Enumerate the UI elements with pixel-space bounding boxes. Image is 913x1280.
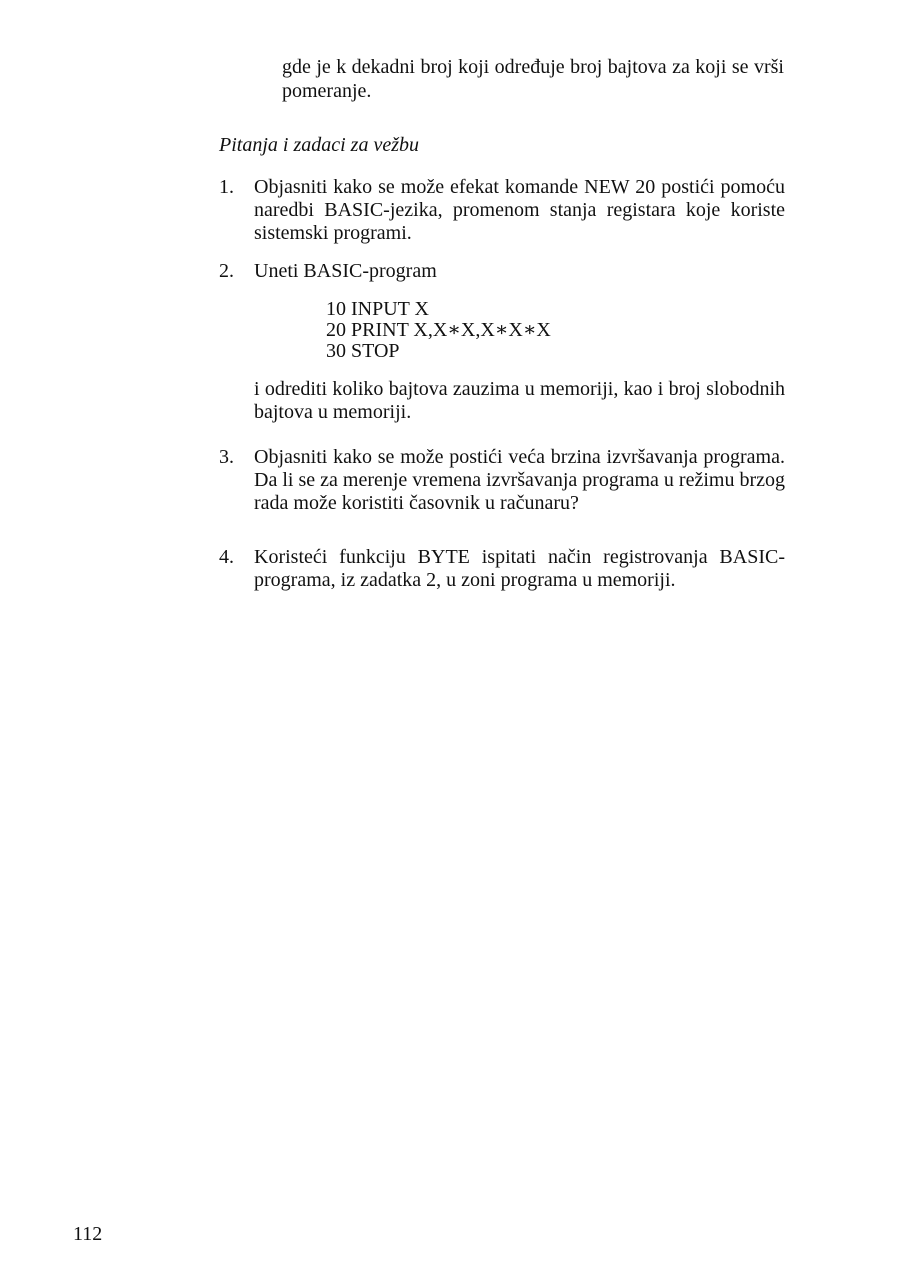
- exercise-text: Uneti BASIC-program: [254, 260, 437, 282]
- exercise-text: Objasniti kako se može efekat komande NEW 20 postići pomoću naredbi BASIC-jezika, promenom stanja registara koje koriste sistemski programi.: [254, 176, 785, 244]
- exercise-number: 3.: [219, 446, 234, 468]
- intro-paragraph: gde je k dekadni broj koji određuje broj bajtova za koji se vrši pomeranje.: [282, 56, 784, 102]
- code-line: 20 PRINT X,X∗X,X∗X∗X: [326, 319, 551, 341]
- page-number: 112: [73, 1223, 103, 1245]
- exercise-item: [219, 446, 785, 515]
- exercise-body: [254, 260, 785, 424]
- exercise-item: [219, 546, 785, 592]
- code-listing: [326, 299, 785, 362]
- exercise-number: 4.: [219, 546, 234, 568]
- exercise-number: 2.: [219, 260, 234, 282]
- exercise-item: [219, 176, 785, 245]
- section-title: Pitanja i zadaci za vežbu: [219, 134, 419, 156]
- code-line: 30 STOP: [326, 340, 400, 362]
- exercise-number: 1.: [219, 176, 234, 198]
- exercise-text: Objasniti kako se može postići veća brzina izvršavanja programa. Da li se za merenje vremena izvršavanja programa u režimu brzog rada može koristiti časovnik u računaru?: [254, 446, 785, 514]
- code-line: 10 INPUT X: [326, 298, 429, 320]
- exercise-text: Koristeći funkciju BYTE ispitati način registrovanja BASIC-programa, iz zadatka 2, u zoni programa u memoriji.: [254, 546, 785, 591]
- exercise-text-after: i odrediti koliko bajtova zauzima u memoriji, kao i broj slobodnih bajtova u memoriji.: [254, 378, 785, 423]
- exercise-item: [219, 260, 785, 424]
